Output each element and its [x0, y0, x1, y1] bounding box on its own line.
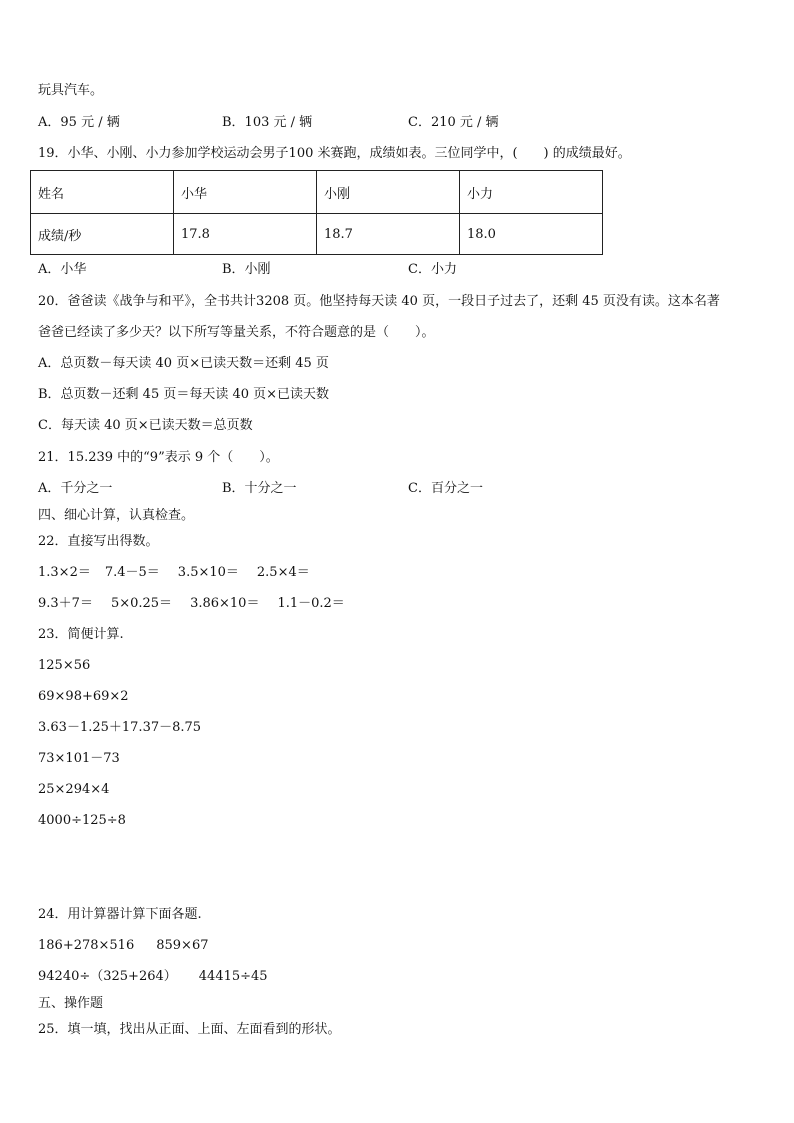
q19-score-table [30, 170, 603, 255]
table-cell: 姓名 [31, 171, 174, 214]
q19-option-b: B．小刚 [222, 262, 271, 277]
table-row [31, 214, 603, 255]
table-cell: 18.7 [317, 214, 460, 255]
table-cell: 小力 [460, 171, 603, 214]
q21-option-b: B．十分之一 [222, 481, 297, 496]
table-cell: 18.0 [460, 214, 603, 255]
math-item: 3.5×10＝ [177, 565, 239, 580]
q23-item: 69×98+69×2 [38, 689, 129, 704]
q21-stem: 21．15.239 中的“9”表示 9 个（ ）。 [38, 450, 279, 465]
q24-row1 [38, 938, 208, 954]
q24-stem: 24．用计算器计算下面各题. [38, 907, 202, 922]
table-cell: 17.8 [174, 214, 317, 255]
section-4-heading: 四、细心计算，认真检查。 [38, 508, 195, 523]
q18-option-a: A．95 元 / 辆 [38, 115, 120, 130]
q20-option-a: A．总页数－每天读 40 页×已读天数＝还剩 45 页 [38, 356, 329, 371]
q19-stem: 19．小华、小刚、小力参加学校运动会男子100 米赛跑，成绩如表。三位同学中，( ) 的成绩最好。 [38, 146, 631, 161]
q20-stem-line1: 20．爸爸读《战争与和平》，全书共计3208 页。他坚持每天读 40 页，一段日子过去了，还剩 45 页没有读。这本名著 [38, 294, 720, 309]
q25-stem: 25．填一填，找出从正面、上面、左面看到的形状。 [38, 1022, 341, 1037]
math-item: 186+278×516 [38, 938, 135, 953]
q23-stem: 23．简便计算. [38, 627, 124, 642]
table-cell: 小刚 [317, 171, 460, 214]
q24-row2 [38, 969, 268, 985]
math-item: 859×67 [156, 938, 209, 953]
q18-option-c: C．210 元 / 辆 [408, 115, 499, 130]
q19-option-a: A．小华 [38, 262, 87, 277]
q23-item: 25×294×4 [38, 782, 110, 797]
q23-item: 125×56 [38, 658, 91, 673]
math-item: 9.3＋7＝ [38, 596, 93, 611]
q20-stem-line2: 爸爸已经读了多少天？以下所写等量关系，不符合题意的是（ ）。 [38, 325, 435, 340]
math-item: 1.1－0.2＝ [277, 596, 345, 611]
q23-item: 3.63－1.25＋17.37－8.75 [38, 720, 202, 735]
math-item: 94240÷（325+264） [38, 969, 177, 984]
math-item: 7.4－5＝ [104, 565, 160, 580]
q22-stem: 22．直接写出得数。 [38, 534, 159, 549]
table-cell: 小华 [174, 171, 317, 214]
q22-row1 [38, 565, 310, 581]
q23-item: 73×101－73 [38, 751, 120, 766]
q20-option-c: C．每天读 40 页×已读天数＝总页数 [38, 418, 253, 433]
q21-option-c: C．百分之一 [408, 481, 483, 496]
q19-option-c: C．小力 [408, 262, 457, 277]
table-cell: 成绩/秒 [31, 214, 174, 255]
math-item: 1.3×2＝ [38, 565, 91, 580]
q23-item: 4000÷125÷8 [38, 813, 126, 828]
math-item: 5×0.25＝ [110, 596, 173, 611]
math-item: 44415÷45 [198, 969, 268, 984]
q21-option-a: A．千分之一 [38, 481, 113, 496]
table-header-row [31, 171, 603, 214]
section-5-heading: 五、操作题 [38, 996, 104, 1011]
math-item: 3.86×10＝ [190, 596, 260, 611]
q18-tail: 玩具汽车。 [38, 83, 104, 98]
q22-row2 [38, 596, 345, 612]
q20-option-b: B．总页数－还剩 45 页＝每天读 40 页×已读天数 [38, 387, 330, 402]
math-item: 2.5×4＝ [256, 565, 310, 580]
q18-option-b: B．103 元 / 辆 [222, 115, 313, 130]
